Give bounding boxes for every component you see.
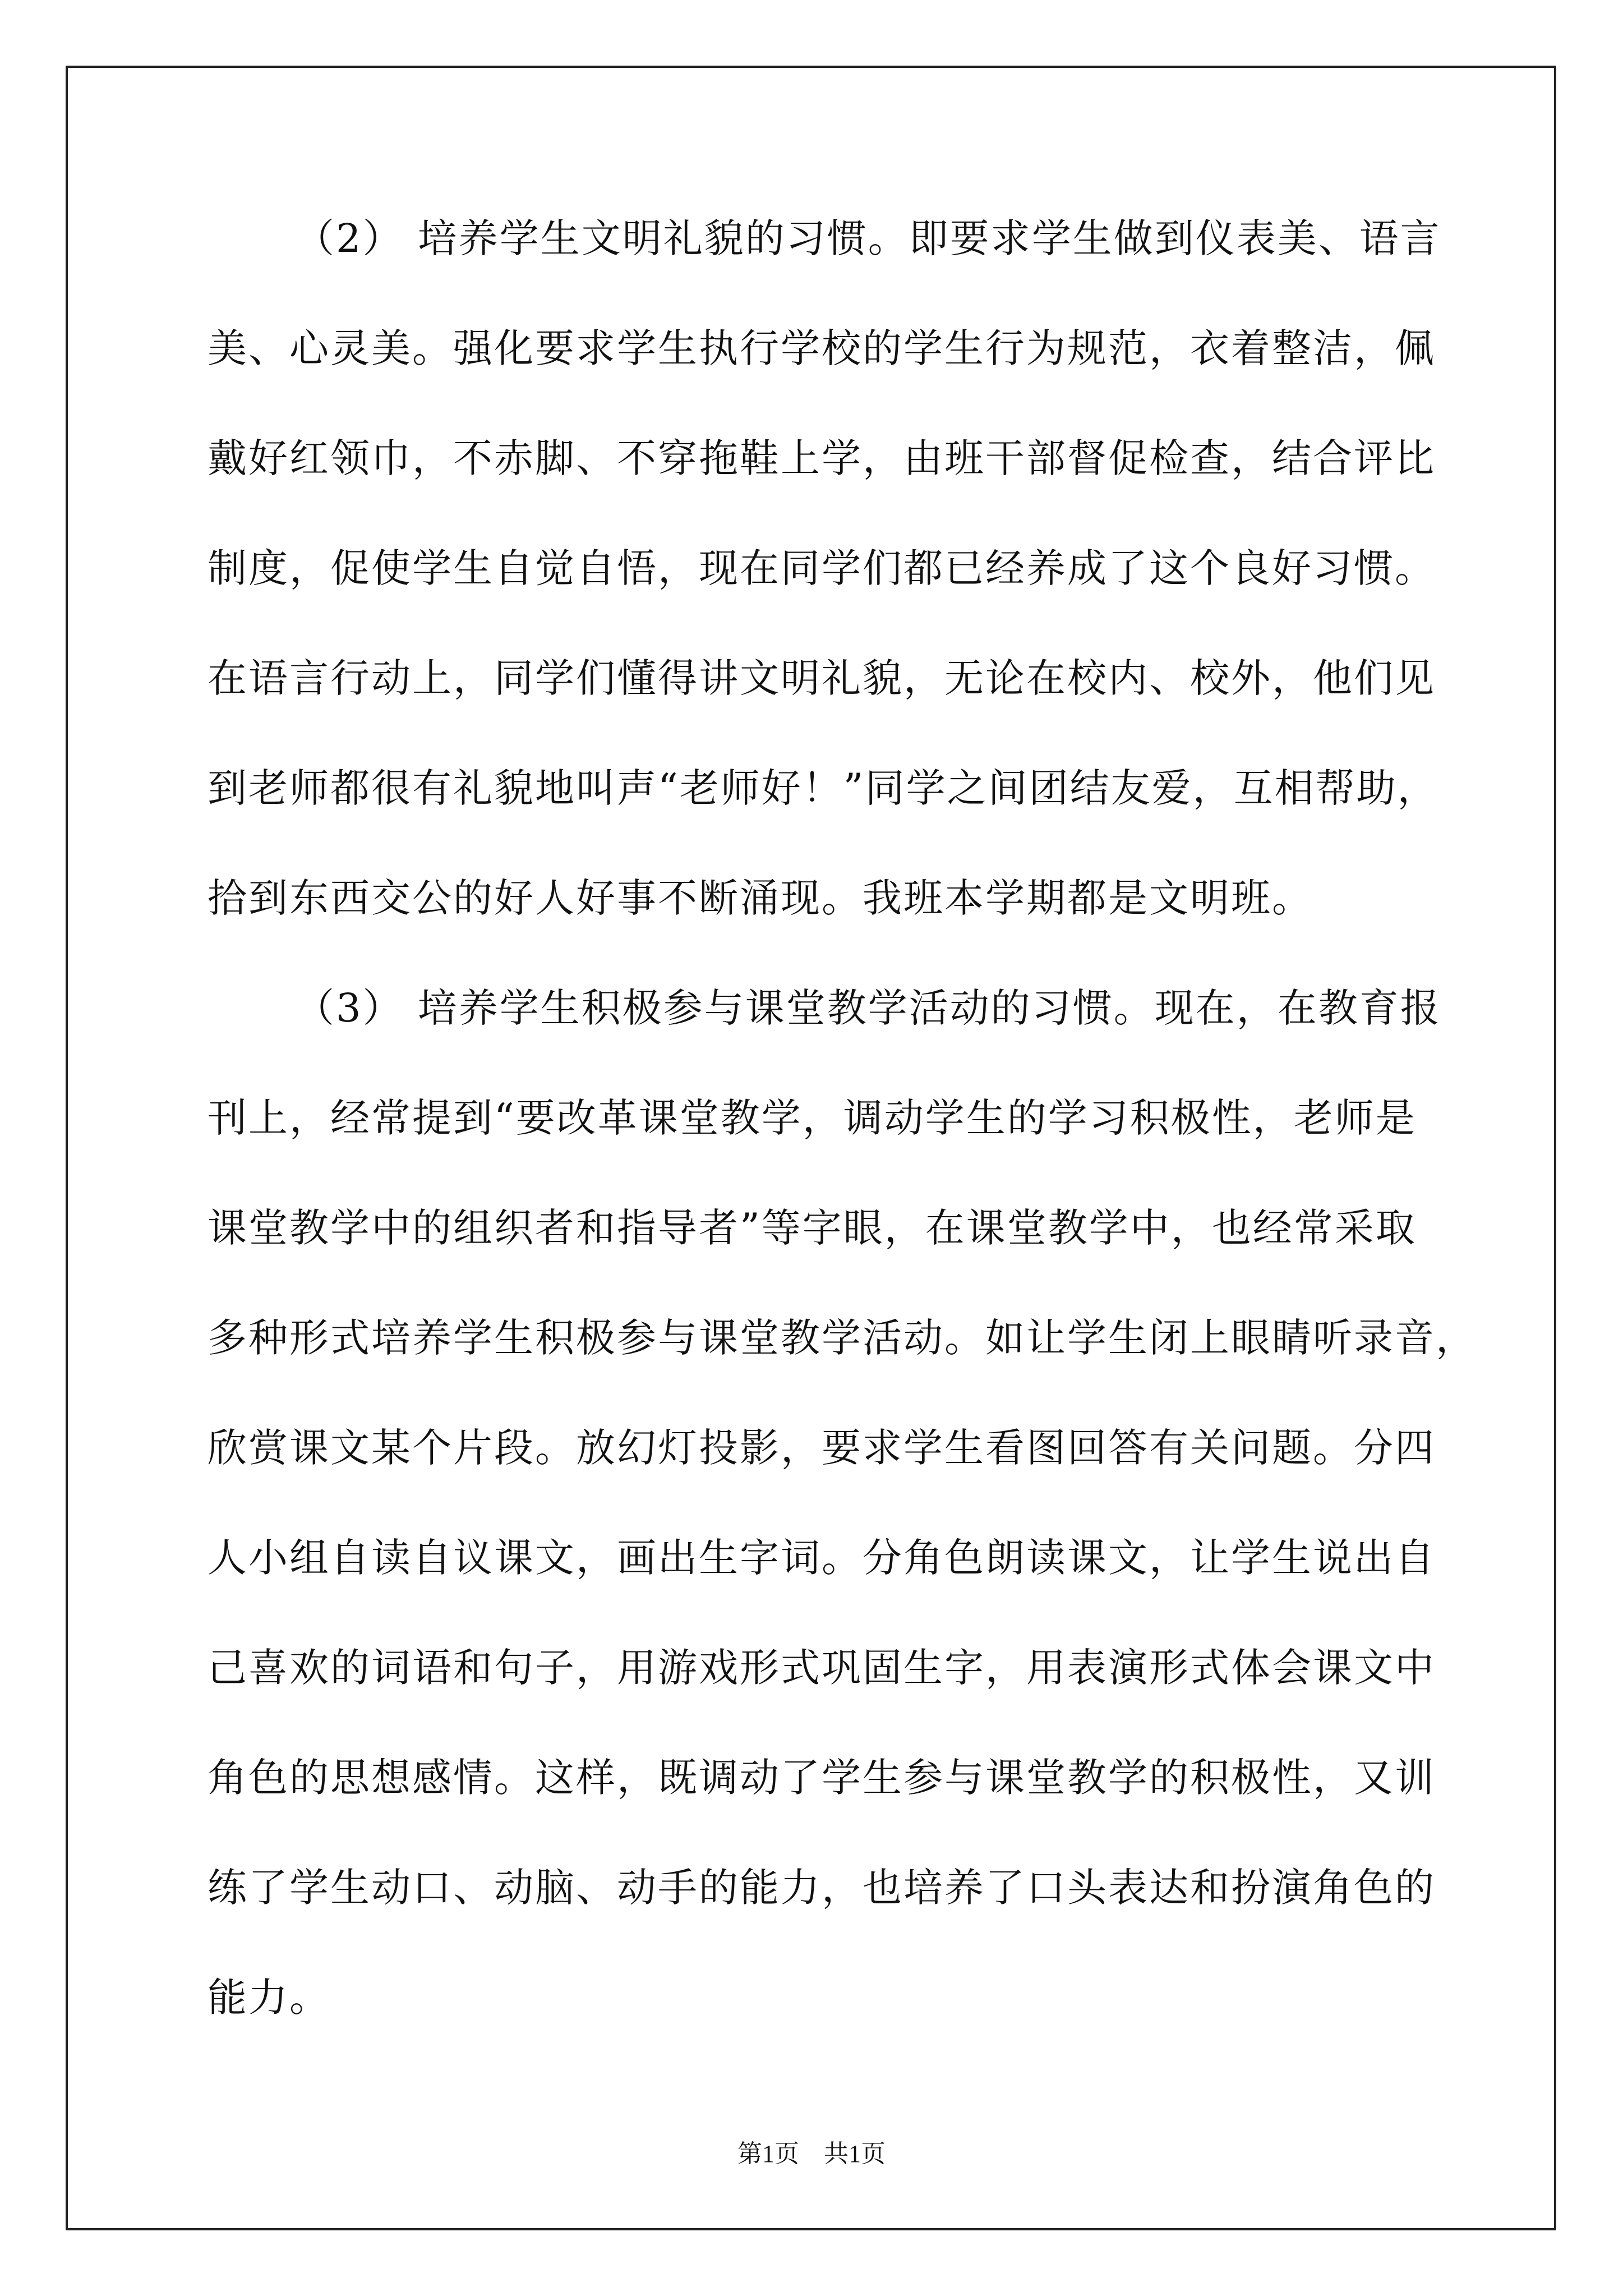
text-line: 制度，促使学生自觉自悟，现在同学们都已经养成了这个良好习惯。 xyxy=(208,545,1436,591)
text-line: 刊上，经常提到“要改革课堂教学，调动学生的学习积极性，老师是 xyxy=(208,1095,1417,1141)
text-line: 角色的思想感情。这样，既调动了学生参与课堂教学的积极性，又训 xyxy=(208,1755,1436,1801)
text-line: 拾到东西交公的好人好事不断涌现。我班本学期都是文明班。 xyxy=(208,875,1313,921)
text-line: 美、心灵美。强化要求学生执行学校的学生行为规范，衣着整洁，佩 xyxy=(208,325,1436,371)
text-line: 多种形式培养学生积极参与课堂教学活动。如让学生闭上眼睛听录音， xyxy=(208,1315,1477,1361)
text-line: （2） 培养学生文明礼貌的习惯。即要求学生做到仪表美、语言 xyxy=(295,215,1441,261)
text-line: 在语言行动上，同学们懂得讲文明礼貌，无论在校内、校外，他们见 xyxy=(208,655,1436,701)
text-line: 欣赏课文某个片段。放幻灯投影，要求学生看图回答有关问题。分四 xyxy=(208,1425,1436,1471)
text-line: 课堂教学中的组织者和指导者”等字眼，在课堂教学中，也经常采取 xyxy=(208,1205,1417,1251)
text-line: 己喜欢的词语和句子，用游戏形式巩固生字，用表演形式体会课文中 xyxy=(208,1645,1436,1691)
text-line: 戴好红领巾，不赤脚、不穿拖鞋上学，由班干部督促检查，结合评比 xyxy=(208,435,1436,481)
text-line: 到老师都很有礼貌地叫声“老师好！”同学之间团结友爱，互相帮助， xyxy=(208,765,1438,811)
text-line: 人小组自读自议课文，画出生字词。分角色朗读课文，让学生说出自 xyxy=(208,1535,1436,1581)
page-number: 第1页 共1页 xyxy=(737,2140,886,2168)
text-line: 能力。 xyxy=(208,1975,330,2021)
text-line: 练了学生动口、动脑、动手的能力，也培养了口头表达和扮演角色的 xyxy=(208,1865,1436,1911)
text-line: （3） 培养学生积极参与课堂教学活动的习惯。现在，在教育报 xyxy=(295,985,1441,1031)
